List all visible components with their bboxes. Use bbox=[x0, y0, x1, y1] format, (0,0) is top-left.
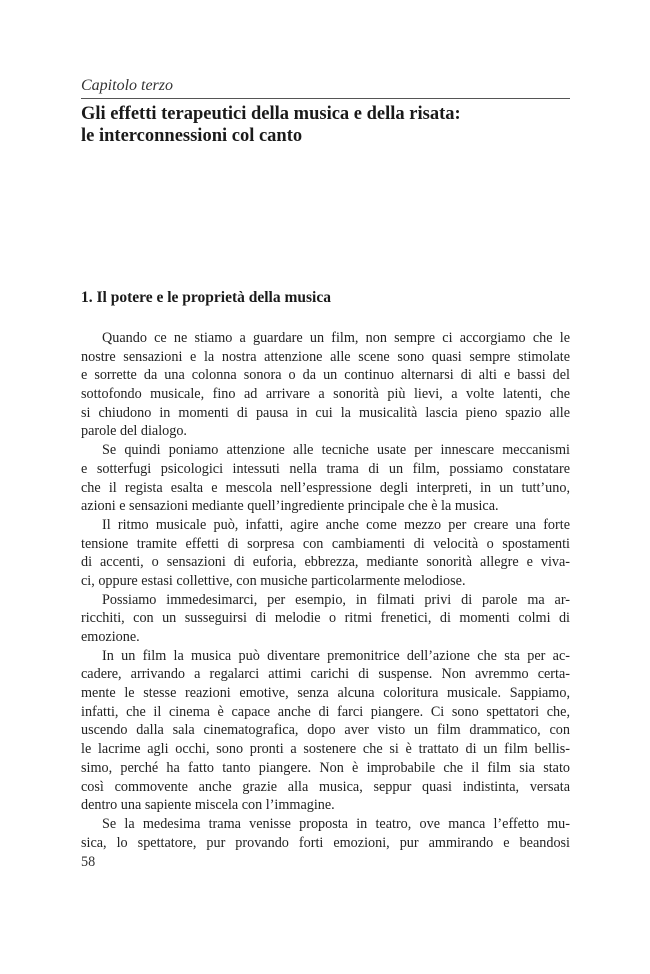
text-line: Il ritmo musicale può, infatti, agire anche come mezzo per creare una forte bbox=[102, 516, 570, 533]
text-line: Possiamo immedesimarci, per esempio, in filmati privi di parole ma ar- bbox=[102, 591, 570, 608]
book-page bbox=[81, 0, 570, 974]
text-line: parole del dialogo. bbox=[81, 423, 187, 440]
text-line: dentro una sapiente miscela con l’immagine. bbox=[81, 797, 335, 814]
text-line: si chiudono in momenti di pausa in cui la musicalità lascia pieno spazio alle bbox=[81, 404, 570, 421]
text-line: cadere, arrivando a regalarci attimi carichi di suspense. Non avremmo certa- bbox=[81, 666, 570, 683]
text-line: così commovente anche grazie alla musica, seppur quasi indistinta, versata bbox=[81, 778, 570, 795]
text-line: sottofondo musicale, fino ad arrivare a sonorità più lievi, a volte latenti, che bbox=[81, 386, 570, 403]
text-line: infatti, che il cinema è capace anche di farci piangere. Ci sono spettatori che, bbox=[81, 703, 570, 720]
text-line: nostre sensazioni e la nostra attenzione alle scene sono quasi sempre stimolate bbox=[81, 348, 570, 365]
text-line: di accenti, o sensazioni di euforia, ebbrezza, mediante sonorità allegre e viva- bbox=[81, 554, 570, 571]
text-line: Se quindi poniamo attenzione alle tecniche usate per innescare meccanismi bbox=[102, 442, 570, 459]
text-line: le lacrime agli occhi, sono pronti a sostenere che si è trattato di un film bellis- bbox=[81, 741, 570, 758]
text-line: Quando ce ne stiamo a guardare un film, non sempre ci accorgiamo che le bbox=[102, 330, 570, 346]
text-line: ci, oppure estasi collettive, con musiche particolarmente melodiose. bbox=[81, 572, 466, 589]
section-heading: 1. Il potere e le proprietà della musica bbox=[81, 289, 331, 306]
chapter-label: Capitolo terzo bbox=[81, 77, 174, 94]
text-line: simo, perché ha fatto tanto piangere. Non è improbabile che il film sia stato bbox=[81, 759, 570, 776]
text-line: mente le stesse reazioni emotive, senza alcuna coloritura musicale. Sappiamo, bbox=[81, 685, 570, 702]
text-line: emozione. bbox=[81, 629, 140, 645]
text-line: ricchiti, con un susseguirsi di melodie o ritmi frenetici, di momenti colmi di bbox=[81, 610, 570, 627]
chapter-title-line: le interconnessioni col canto bbox=[81, 126, 303, 146]
text-line: Se la medesima trama venisse proposta in teatro, ove manca l’effetto mu- bbox=[102, 815, 570, 832]
chapter-title-line: Gli effetti terapeutici della musica e della risata: bbox=[81, 104, 461, 124]
text-line: sica, lo spettatore, pur provando forti emozioni, pur ammirando e beandosi bbox=[81, 834, 570, 851]
text-line: e sotterfugi psicologici intessuti nella trama di un film, possiamo constatare bbox=[81, 460, 570, 477]
chapter-divider bbox=[81, 98, 570, 99]
text-line: uscendo dalla sala cinematografica, dopo aver visto un film drammatico, con bbox=[81, 722, 570, 739]
text-line: tensione tramite effetti di sorpresa con cambiamenti di velocità o spostamenti bbox=[81, 535, 570, 552]
text-line: che il regista esalta e mescola nell’espressione degli interpreti, in un tutt’uno, bbox=[81, 479, 570, 496]
text-line: azioni e sensazioni mediante quell’ingrediente principale che è la musica. bbox=[81, 498, 499, 515]
text-line: e sorrette da una colonna sonora o da un continuo alternarsi di alti e bassi del bbox=[81, 367, 570, 384]
body-text bbox=[81, 329, 570, 852]
text-line: In un film la musica può diventare premonitrice dell’azione che sta per ac- bbox=[102, 647, 570, 664]
chapter-title bbox=[81, 103, 570, 147]
page-number: 58 bbox=[81, 854, 96, 870]
